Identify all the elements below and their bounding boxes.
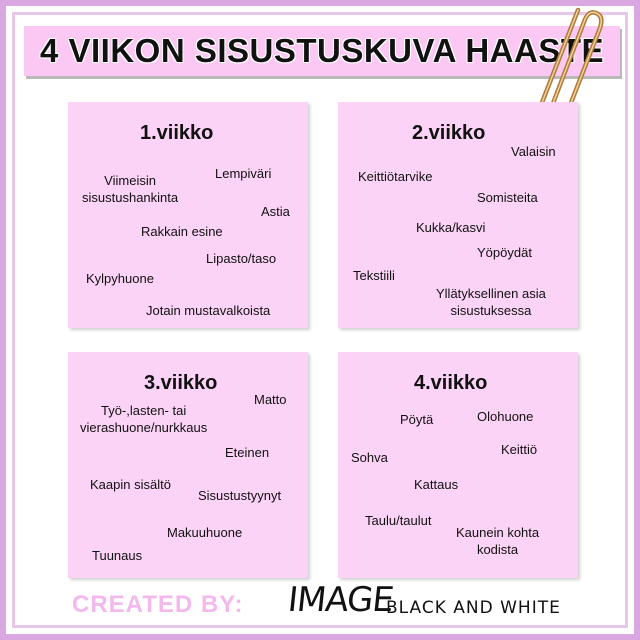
week-3-title: 3.viikko bbox=[144, 372, 218, 394]
week-3-card bbox=[68, 352, 308, 578]
week-2-item-6: Tekstiili bbox=[353, 268, 395, 283]
week-4-item-4: Sohva bbox=[351, 450, 388, 465]
week-1-item-5: Lipasto/taso bbox=[206, 251, 277, 266]
week-2-item-3: Somisteita bbox=[477, 190, 538, 205]
week-2-item-2: Keittiötarvike bbox=[358, 169, 433, 184]
week-3-item-7: Tuunaus bbox=[92, 548, 143, 563]
week-2-item-4: Kukka/kasvi bbox=[416, 220, 486, 235]
week-3-item-3: Eteinen bbox=[225, 445, 270, 460]
week-2-item-1: Valaisin bbox=[511, 144, 556, 159]
week-1-title: 1.viikko bbox=[140, 122, 214, 144]
poster-title: 4 VIIKON SISUSTUSKUVA HAASTE bbox=[39, 32, 605, 69]
brand-logo-tagline: BLACK AND WHITE bbox=[386, 598, 561, 618]
week-1-item-1: Viimeisin sisustushankinta bbox=[82, 173, 179, 205]
week-3-item-2: Työ-,lasten- tai vierashuone/nurkkaus bbox=[80, 403, 208, 435]
week-4-item-6: Taulu/taulut bbox=[365, 513, 432, 528]
week-1-item-4: Rakkain esine bbox=[141, 224, 223, 239]
week-3-item-4: Kaapin sisältö bbox=[90, 477, 171, 492]
week-1-item-2: Lempiväri bbox=[215, 166, 272, 181]
week-2-card bbox=[338, 102, 578, 328]
week-1-item-6: Kylpyhuone bbox=[86, 271, 154, 286]
week-4-item-2: Olohuone bbox=[477, 409, 534, 424]
week-4-title: 4.viikko bbox=[414, 372, 488, 394]
week-1-card bbox=[68, 102, 308, 328]
week-1-item-3: Astia bbox=[261, 204, 290, 219]
week-3-item-5: Sisustustyynyt bbox=[198, 488, 282, 503]
week-3-item-6: Makuuhuone bbox=[167, 525, 243, 540]
created-by-label: CREATED BY: bbox=[72, 591, 244, 618]
week-2-item-7: Yllätyksellinen asia sisustuksessa bbox=[436, 286, 546, 318]
week-1-item-7: Jotain mustavalkoista bbox=[146, 303, 271, 318]
week-2-item-5: Yöpöydät bbox=[477, 245, 532, 260]
week-3-item-1: Matto bbox=[254, 392, 287, 407]
week-4-item-1: Pöytä bbox=[400, 412, 434, 427]
week-4-item-3: Keittiö bbox=[501, 442, 538, 457]
brand-logo-word: IMAGE bbox=[285, 580, 395, 620]
week-4-card bbox=[338, 352, 578, 578]
week-4-item-7: Kaunein kohta kodista bbox=[456, 525, 540, 557]
week-4-item-5: Kattaus bbox=[414, 477, 459, 492]
week-2-title: 2.viikko bbox=[412, 122, 486, 144]
